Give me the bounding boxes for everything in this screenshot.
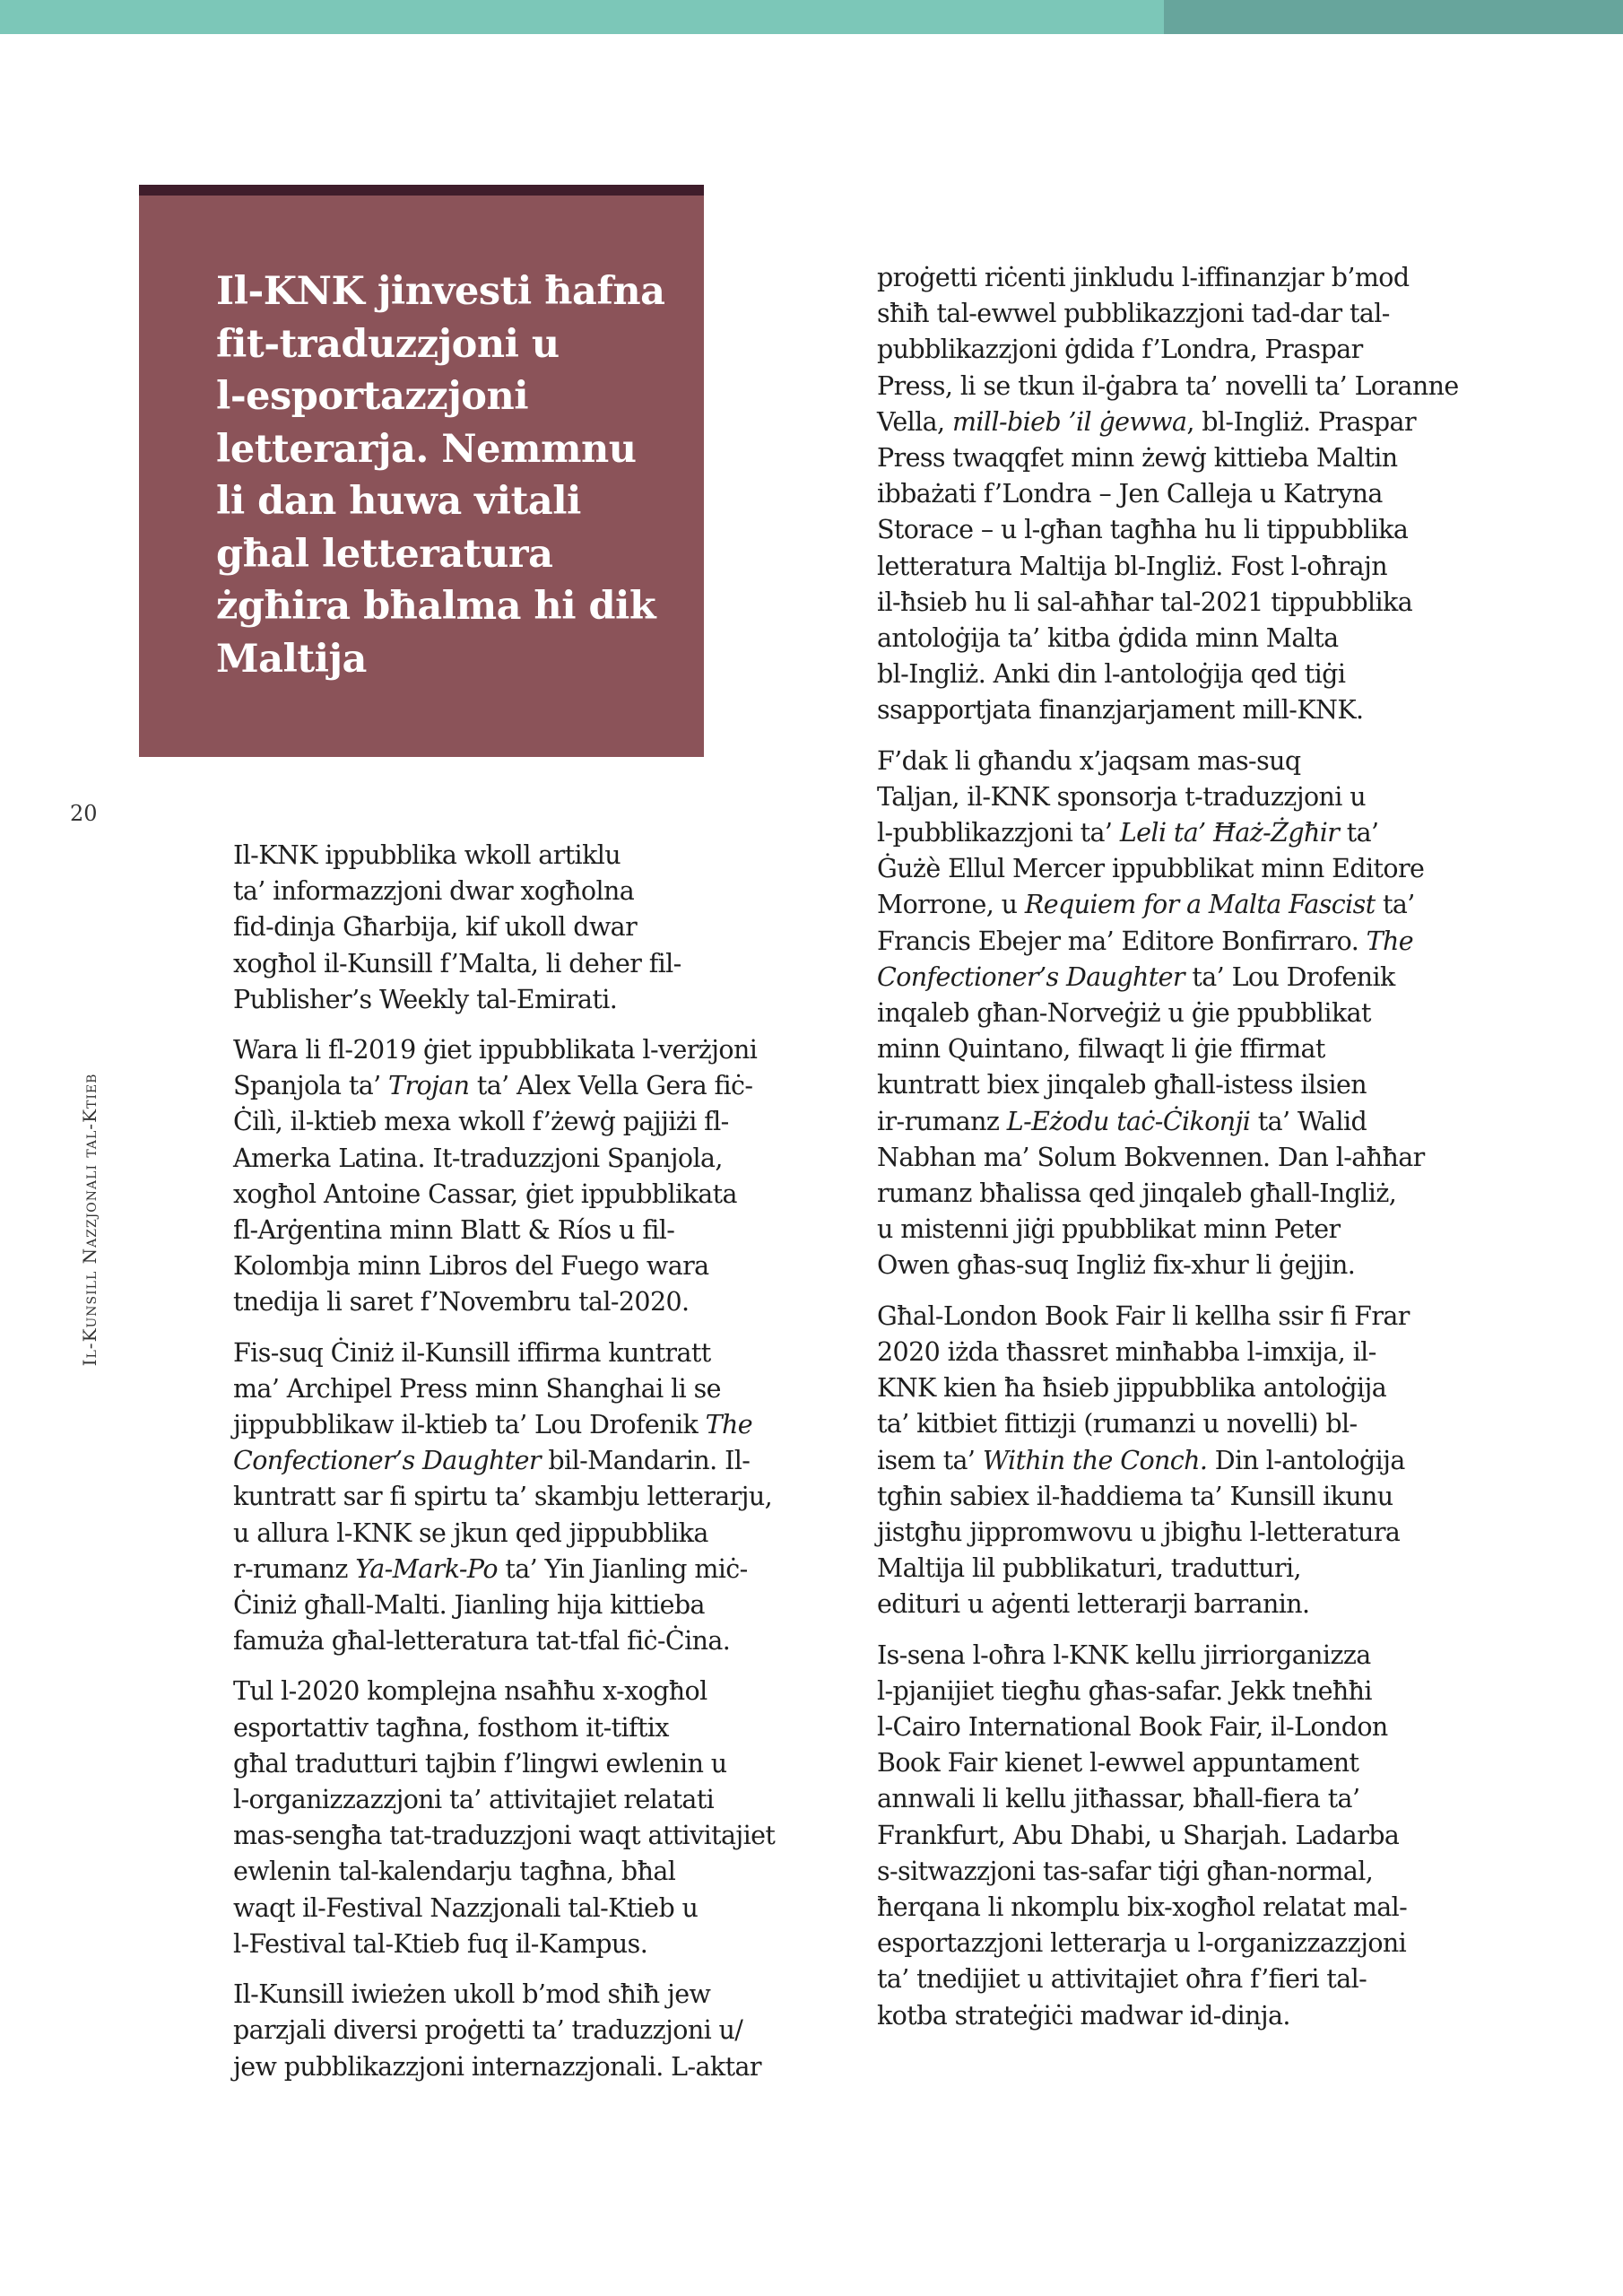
book-title: mill-bieb ’il ġewwa — [951, 406, 1187, 437]
paragraph: Għal-London Book Fair li kellha ssir fi Frar 2020 iżda tħassret minħabba l-imxija, il- KNK kien ħa ħsieb jippubblika antoloġija ta’ kitbiet fittizji (rumanzi u novelli) bl- isem ta’ Within the Conch. Din l-antoloġija tgħin sabiex il-ħaddiema ta’ Kunsill ikunu jistgħu jippromwovu u jbigħu l-letteratura Maltija lil pubblikaturi, tradutturi, edituri u aġenti letterarji barranin. — [877, 1300, 1410, 1620]
paragraph: Wara li fl-2019 ġiet ippubblikata l-verżjoni Spanjola ta’ Trojan ta’ Alex Vella Gera fiċ- Ċilì, il-ktieb mexa wkoll f’żewġ pajjiżi fl- Amerka Latina. It-traduzzjoni Spanjola, xogħol Antoine Cassar, ġiet ippubblikata fl-Arġentina minn Blatt & Ríos u fil- Kolombja minn Libros del Fuego wara tnedija li saret f’Novembru tal-2020. — [233, 1035, 758, 1318]
book-title: Requiem for a Malta Fascist — [1024, 890, 1376, 920]
paragraph: Fis-suq Ċiniż il-Kunsill iffirma kuntratt ma’ Archipel Press minn Shanghai li se jippubblikaw il-ktieb ta’ Lou Drofenik The Confectioner’s Daughter bil-Mandarin. Il- kuntratt sar fi spirtu ta’ skambju letterarju, u allura l-KNK se jkun qed jippubblika r-rumanz Ya-Mark-Po ta’ Yin Jianling miċ- Ċiniż għall-Malti. Jianling hija kittieba famuża għal-letteratura tat-tfal fiċ-Ċina. — [233, 1337, 773, 1657]
paragraph: F’dak li għandu x’jaqsam mas-suq Taljan, il-KNK sponsorja t-traduzzjoni u l-pubblikazzjoni ta’ Leli ta’ Ħaż-Żgħir ta’ Ġużè Ellul Mercer ippubblikat minn Editore Morrone, u Requiem for a Malta Fascist ta’ Francis Ebejer ma’ Editore Bonfirraro. The Confectioner’s Daughter ta’ Lou Drofenik inqaleb għan-Norveġiż u ġie ppubblikat minn Quintano, filwaqt li ġie ffirmat kuntratt biex jinqaleb għall-istess ilsien ir-rumanz L-Eżodu taċ-Ċikonji ta’ Walid Nabhan ma’ Solum Bokvennen. Dan l-aħħar rumanz bħalissa qed jinqaleb għall-Ingliż, u mistenni jiġi ppubblikat minn Peter Owen għas-suq Ingliż fix-xhur li ġejjin. — [877, 745, 1425, 1281]
book-title: Leli ta’ Ħaż-Żgħir — [1119, 818, 1340, 848]
paragraph: Il-Kunsill iwieżen ukoll b’mod sħiħ jew parzjali diversi proġetti ta’ traduzzjoni u/ jew pubblikazzjoni internazzjonali. L-aktar — [233, 1979, 761, 2082]
book-title: Ya-Mark-Po — [355, 1553, 498, 1584]
book-title: The Confectioner’s Daughter — [233, 1410, 753, 1476]
paragraph: Is-sena l-oħra l-KNK kellu jirriorganizza l-pjanijiet tiegħu għas-safar. Jekk tneħħi l-Cairo International Book Fair, il-London Book Fair kienet l-ewwel appuntament annwali li kellu jitħassar, bħall-fiera ta’ Frankfurt, Abu Dhabi, u Sharjah. Ladarba s-sitwazzjoni tas-safar tiġi għan-normal, ħerqana li nkomplu bix-xogħol relatat mal- esportazzjoni letterarja u l-organizzazzjoni ta’ tnedijiet u attivitajiet oħra f’fieri tal- kotba strateġiċi madwar id-dinja. — [877, 1639, 1408, 2031]
top-bar-light-segment — [0, 0, 1164, 34]
pull-quote-text: Il-KNK jinvesti ħafna fit-traduzzjoni u l-esportazzjoni letterarja. Nemmnu li dan huwa vitali għal letteratura żgħira bħalma hi dik Maltija — [216, 269, 665, 682]
book-title: L-Eżodu taċ-Ċikonji — [1006, 1106, 1251, 1136]
pull-quote-box — [139, 185, 704, 757]
paragraph: proġetti riċenti jinkludu l-iffinanzjar b’mod sħiħ tal-ewwel pubblikazzjoni tad-dar tal- pubblikazzjoni ġdida f’Londra, Praspar Press, li se tkun il-ġabra ta’ novelli ta’ Loranne Vella, mill-bieb ’il ġewwa, bl-Ingliż. Praspar Press twaqqfet minn żewġ kittieba Maltin ibbażati f’Londra – Jen Calleja u Katryna Storace – u l-għan tagħha hu li tippubblika letteratura Maltija bl-Ingliż. Fost l-oħrajn il-ħsieb hu li sal-aħħar tal-2021 tippubblika antoloġija ta’ kitba ġdida minn Malta bl-Ingliż. Anki din l-antoloġija qed tiġi ssapportjata finanzjarjament mill-KNK. — [877, 263, 1459, 726]
right-text-column — [877, 260, 1469, 2048]
paragraph: Tul l-2020 komplejna nsaħħu x-xogħol esportattiv tagħna, fosthom it-tiftix għal tradutturi tajbin f’lingwi ewlenin u l-organizzazzjoni ta’ attivitajiet relatati mas-sengħa tat-traduzzjoni waqt attivitajiet ewlenin tal-kalendarju tagħna, bħal waqt il-Festival Nazzjonali tal-Ktieb u l-Festival tal-Ktieb fuq il-Kampus. — [233, 1676, 776, 1959]
book-title: Within the Conch. — [982, 1445, 1208, 1475]
top-bar-dark-segment — [1164, 0, 1623, 34]
left-text-column — [233, 838, 807, 2100]
book-title: Trojan — [388, 1071, 470, 1101]
running-title: Il-Kunsill Nazzjonali tal-Ktieb — [79, 1073, 100, 1367]
book-title: The Confectioner’s Daughter — [877, 926, 1414, 992]
top-color-bar — [0, 0, 1623, 34]
page-number: 20 — [70, 801, 98, 826]
paragraph: Il-KNK ippubblika wkoll artiklu ta’ informazzjoni dwar xogħolna fid-dinja Għarbija, kif ukoll dwar xogħol il-Kunsill f’Malta, li deher fil- Publisher’s Weekly tal-Emirati. — [233, 840, 681, 1014]
